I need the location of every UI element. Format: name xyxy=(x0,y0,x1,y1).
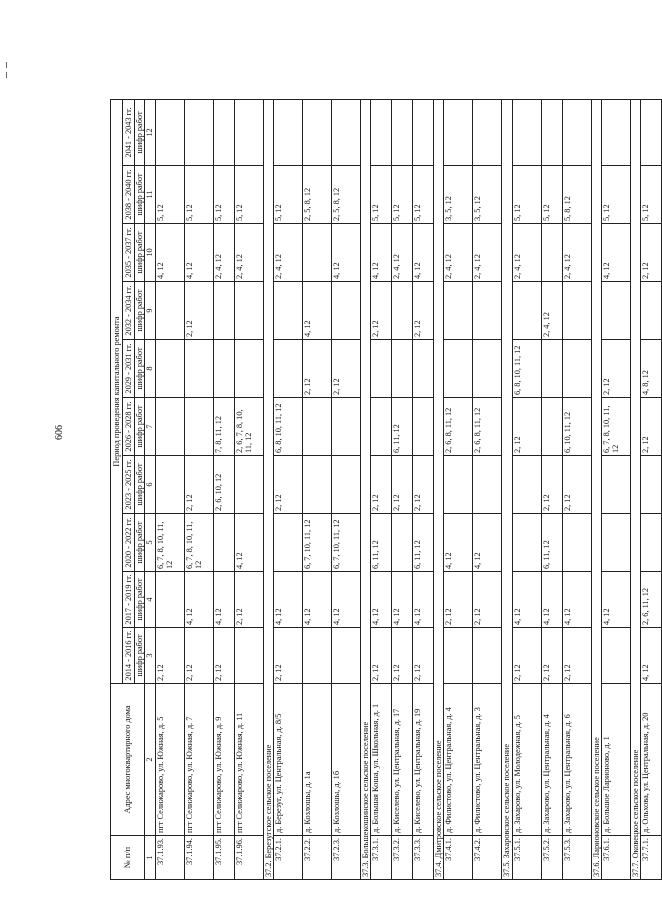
repair-code-cell xyxy=(331,628,360,684)
repair-code-cell: 6, 7, 10, 11, 12 xyxy=(302,514,331,572)
column-number: 9 xyxy=(145,282,155,340)
repair-code-cell xyxy=(234,340,263,398)
repair-code-cell xyxy=(234,99,263,165)
repair-code-cell xyxy=(641,282,662,340)
row-address: д. Киселево, ул. Центральная, д. 19 xyxy=(413,684,434,836)
repair-code-cell: 4, 12 xyxy=(512,572,541,628)
table-row xyxy=(473,99,502,879)
repair-code-cell: 6, 8, 10, 11, 12 xyxy=(512,340,541,398)
repair-code-cell xyxy=(155,572,184,628)
row-address: д. Березуг, ул. Центральная, д. 8/5 xyxy=(273,684,302,836)
margin-tick xyxy=(6,62,7,68)
repair-code-cell xyxy=(273,340,302,398)
repair-code-cell: 4, 12 xyxy=(302,572,331,628)
repair-code-cell: 2, 12 xyxy=(541,456,562,514)
row-address: пгт Селижарово, ул. Южная, д. 11 xyxy=(234,684,263,836)
repair-code-cell xyxy=(413,340,434,398)
repair-code-cell xyxy=(371,99,392,165)
repair-code-cell: 5, 12 xyxy=(413,166,434,224)
repair-code-cell: 6, 10, 11, 12 xyxy=(562,398,591,456)
section-title: 37.3. Большекошинское сельское поселение xyxy=(360,99,370,879)
repair-code-cell: 4, 12 xyxy=(601,224,630,282)
repair-code-cell xyxy=(601,456,630,514)
row-address: пгт Селижарово, ул. Южная, д. 5 xyxy=(155,684,184,836)
repair-code-cell: 2, 6, 7, 8, 10, 11, 12 xyxy=(234,398,263,456)
repair-code-cell: 2, 6, 8, 11, 12 xyxy=(444,398,473,456)
year-header: 2023 - 2025 гг. xyxy=(123,456,135,514)
capital-repair-table xyxy=(110,99,662,880)
repair-code-cell xyxy=(473,282,502,340)
repair-code-cell: 2, 12 xyxy=(641,398,662,456)
repair-code-cell: 2, 12 xyxy=(601,340,630,398)
row-address: д. Козлошы, д. 1б xyxy=(331,684,360,836)
repair-code-cell: 2, 5, 8, 12 xyxy=(331,166,360,224)
code-label: шифр работ xyxy=(135,628,145,684)
repair-code-cell: 6, 7, 8, 10, 11, 12 xyxy=(601,398,630,456)
column-number: 7 xyxy=(145,398,155,456)
repair-code-cell: 4, 12 xyxy=(601,572,630,628)
code-label: шифр работ xyxy=(135,514,145,572)
repair-code-cell: 2, 12 xyxy=(413,456,434,514)
page-number: 606 xyxy=(54,425,65,440)
repair-code-cell: 6, 8, 10, 11, 12 xyxy=(273,398,302,456)
section-row xyxy=(263,99,273,879)
table-row xyxy=(562,99,591,879)
repair-code-cell xyxy=(541,99,562,165)
table-row xyxy=(234,99,263,879)
repair-code-cell xyxy=(444,340,473,398)
repair-code-cell xyxy=(234,628,263,684)
table-row xyxy=(213,99,234,879)
repair-code-cell xyxy=(444,99,473,165)
code-label: шифр работ xyxy=(135,572,145,628)
repair-code-cell xyxy=(444,456,473,514)
row-number: 37.1.95. xyxy=(213,836,234,880)
year-header: 2029 - 2031 гг. xyxy=(123,340,135,398)
row-address: д. Большое Ларионово, д. 1 xyxy=(601,684,630,836)
repair-code-cell xyxy=(641,456,662,514)
column-number: 5 xyxy=(145,514,155,572)
repair-code-cell: 2, 12 xyxy=(302,340,331,398)
repair-code-cell: 6, 7, 10, 11, 12 xyxy=(331,514,360,572)
repair-code-cell xyxy=(541,340,562,398)
repair-code-cell xyxy=(601,282,630,340)
repair-code-cell: 5, 12 xyxy=(512,166,541,224)
repair-code-cell: 4, 12 xyxy=(473,514,502,572)
row-number: 37.5.2. xyxy=(541,836,562,880)
row-address: д. Филистово, ул. Центральная, д. 4 xyxy=(444,684,473,836)
repair-code-cell: 2, 12 xyxy=(512,398,541,456)
column-number: 6 xyxy=(145,456,155,514)
row-address: д. Захарово, ул. Центральная, д. 4 xyxy=(541,684,562,836)
section-row xyxy=(434,99,444,879)
repair-code-cell: 5, 12 xyxy=(371,166,392,224)
repair-code-cell xyxy=(371,398,392,456)
repair-code-cell: 2, 12 xyxy=(371,456,392,514)
repair-code-cell xyxy=(213,514,234,572)
row-number: 37.7.1. xyxy=(641,836,662,880)
repair-code-cell xyxy=(392,99,413,165)
repair-code-cell xyxy=(302,224,331,282)
repair-code-cell xyxy=(155,398,184,456)
row-number: 37.4.2. xyxy=(473,836,502,880)
table-row xyxy=(601,99,630,879)
code-label: шифр работ xyxy=(135,224,145,282)
row-number: 37.6.1. xyxy=(601,836,630,880)
repair-code-cell xyxy=(512,99,541,165)
column-number: 1 xyxy=(145,836,155,880)
row-number: 37.2.1. xyxy=(273,836,302,880)
repair-code-cell: 4, 8, 12 xyxy=(641,340,662,398)
repair-code-cell xyxy=(512,514,541,572)
row-address: д. Киселево, ул. Центральная, д. 17 xyxy=(392,684,413,836)
repair-code-cell: 2, 12 xyxy=(184,282,213,340)
repair-code-cell xyxy=(331,456,360,514)
code-label: шифр работ xyxy=(135,398,145,456)
repair-code-cell xyxy=(562,340,591,398)
repair-code-cell: 4, 12 xyxy=(562,572,591,628)
year-header: 2014 - 2016 гг. xyxy=(123,628,135,684)
repair-code-cell xyxy=(155,282,184,340)
repair-code-cell: 2, 12 xyxy=(371,628,392,684)
repair-code-cell: 5, 8, 12 xyxy=(562,166,591,224)
year-header: 2017 - 2019 гг. xyxy=(123,572,135,628)
repair-code-cell xyxy=(392,282,413,340)
repair-code-cell xyxy=(184,398,213,456)
repair-code-cell: 4, 12 xyxy=(444,514,473,572)
repair-code-cell: 2, 12 xyxy=(473,572,502,628)
row-address: д. Ольхова, ул. Центральная, д. 20 xyxy=(641,684,662,836)
repair-code-cell: 2, 4, 12 xyxy=(541,282,562,340)
repair-code-cell: 5, 12 xyxy=(541,166,562,224)
repair-code-cell xyxy=(331,282,360,340)
repair-code-cell: 2, 12 xyxy=(413,282,434,340)
section-title: 37.6. Ларионовское сельское поселение xyxy=(591,99,601,879)
repair-code-cell: 2, 12 xyxy=(562,456,591,514)
repair-code-cell xyxy=(562,514,591,572)
row-number: 37.5.3. xyxy=(562,836,591,880)
code-label: шифр работ xyxy=(135,456,145,514)
table-row xyxy=(371,99,392,879)
repair-code-cell: 2, 12 xyxy=(562,628,591,684)
repair-code-cell: 2, 12 xyxy=(184,456,213,514)
repair-code-cell: 2, 5, 8, 12 xyxy=(302,166,331,224)
col-num-header: № п/п xyxy=(111,836,145,880)
column-number: 8 xyxy=(145,340,155,398)
repair-code-cell xyxy=(331,398,360,456)
repair-code-cell: 2, 12 xyxy=(213,628,234,684)
table-row xyxy=(541,99,562,879)
table-row xyxy=(444,99,473,879)
repair-code-cell xyxy=(302,398,331,456)
repair-code-cell: 5, 12 xyxy=(184,166,213,224)
section-row xyxy=(591,99,601,879)
code-label: шифр работ xyxy=(135,166,145,224)
col-address-header: Адрес многоквартирного дома xyxy=(111,684,145,836)
repair-code-cell xyxy=(184,340,213,398)
repair-code-cell: 4, 12 xyxy=(273,572,302,628)
repair-code-cell: 6, 7, 8, 10, 11, 12 xyxy=(184,514,213,572)
column-number: 10 xyxy=(145,224,155,282)
repair-code-cell xyxy=(331,99,360,165)
row-number: 37.3.2. xyxy=(392,836,413,880)
repair-code-cell: 6, 11, 12 xyxy=(371,514,392,572)
repair-code-cell: 2, 12 xyxy=(184,628,213,684)
repair-code-cell: 4, 12 xyxy=(234,514,263,572)
column-number: 11 xyxy=(145,166,155,224)
repair-code-cell: 2, 12 xyxy=(371,282,392,340)
repair-code-cell xyxy=(234,282,263,340)
repair-code-cell: 3, 5, 12 xyxy=(444,166,473,224)
repair-code-cell xyxy=(155,456,184,514)
repair-code-cell xyxy=(562,282,591,340)
repair-code-cell: 5, 12 xyxy=(273,166,302,224)
repair-code-cell: 2, 6, 8, 11, 12 xyxy=(473,398,502,456)
year-header: 2041 - 2043 гг. xyxy=(123,99,135,165)
section-title: 37.4. Дмитровское сельское поселение xyxy=(434,99,444,879)
repair-code-cell: 2, 12 xyxy=(641,224,662,282)
row-number: 37.3.1. xyxy=(371,836,392,880)
table-row xyxy=(641,99,662,879)
repair-code-cell: 2, 12 xyxy=(541,628,562,684)
repair-code-cell xyxy=(302,628,331,684)
column-number: 2 xyxy=(145,684,155,836)
repair-code-cell xyxy=(512,282,541,340)
repair-code-cell xyxy=(601,628,630,684)
repair-code-cell: 2, 4, 12 xyxy=(213,224,234,282)
repair-code-cell: 7, 8, 11, 12 xyxy=(213,398,234,456)
year-header: 2020 - 2022 гг. xyxy=(123,514,135,572)
repair-code-cell: 5, 12 xyxy=(601,166,630,224)
row-address: д. Козлошы, д. 1а xyxy=(302,684,331,836)
repair-code-cell xyxy=(512,456,541,514)
repair-code-cell: 2, 12 xyxy=(273,456,302,514)
repair-code-cell: 2, 4, 12 xyxy=(473,224,502,282)
year-header: 2038 - 2040 гг. xyxy=(123,166,135,224)
code-label: шифр работ xyxy=(135,340,145,398)
table-row xyxy=(413,99,434,879)
row-address: д. Захарово, ул. Молодежная, д. 5 xyxy=(512,684,541,836)
column-number: 4 xyxy=(145,572,155,628)
repair-code-cell xyxy=(413,99,434,165)
repair-code-cell xyxy=(473,340,502,398)
margin-tick xyxy=(6,72,7,78)
repair-code-cell: 2, 12 xyxy=(413,628,434,684)
row-number: 37.3.3. xyxy=(413,836,434,880)
repair-code-cell: 2, 6, 11, 12 xyxy=(641,572,662,628)
repair-code-cell: 2, 12 xyxy=(331,340,360,398)
table-row xyxy=(512,99,541,879)
section-title: 37.7. Оковецкое сельское поселение xyxy=(630,99,640,879)
repair-code-cell xyxy=(213,99,234,165)
year-header: 2026 - 2028 гг. xyxy=(123,398,135,456)
repair-code-cell: 4, 12 xyxy=(331,224,360,282)
row-number: 37.4.1. xyxy=(444,836,473,880)
section-row xyxy=(502,99,512,879)
section-row xyxy=(630,99,640,879)
year-header: 2035 - 2037 гг. xyxy=(123,224,135,282)
table-row xyxy=(155,99,184,879)
row-address: д. Захарово, ул. Центральная, д. 6 xyxy=(562,684,591,836)
code-label: шифр работ xyxy=(135,99,145,165)
repair-code-cell: 4, 12 xyxy=(155,224,184,282)
repair-code-cell: 4, 12 xyxy=(302,282,331,340)
row-number: 37.2.2. xyxy=(302,836,331,880)
repair-code-cell xyxy=(273,282,302,340)
repair-code-cell: 2, 12 xyxy=(234,572,263,628)
repair-code-cell: 6, 11, 12 xyxy=(541,514,562,572)
repair-code-cell: 2, 12 xyxy=(512,628,541,684)
row-address: пгт Селижарово, ул. Южная, д. 7 xyxy=(184,684,213,836)
repair-code-cell xyxy=(541,398,562,456)
table-row xyxy=(302,99,331,879)
repair-code-cell xyxy=(641,514,662,572)
repair-code-cell: 4, 12 xyxy=(371,572,392,628)
row-address: д. Большая Коша, ул. Школьная, д. 1 xyxy=(371,684,392,836)
repair-code-cell xyxy=(155,340,184,398)
repair-code-cell xyxy=(302,99,331,165)
repair-code-cell: 2, 12 xyxy=(444,572,473,628)
repair-code-cell xyxy=(273,514,302,572)
repair-code-cell xyxy=(473,628,502,684)
repair-code-cell xyxy=(601,99,630,165)
repair-code-cell: 2, 4, 12 xyxy=(273,224,302,282)
repair-code-cell xyxy=(473,99,502,165)
period-header: Период проведения капитального ремонта xyxy=(111,99,123,683)
repair-code-cell: 4, 12 xyxy=(184,224,213,282)
table-row xyxy=(273,99,302,879)
repair-code-cell: 5, 12 xyxy=(392,166,413,224)
repair-code-cell: 2, 4, 12 xyxy=(444,224,473,282)
repair-code-cell xyxy=(541,224,562,282)
repair-code-cell xyxy=(562,99,591,165)
repair-code-cell: 2, 4, 12 xyxy=(512,224,541,282)
repair-code-cell xyxy=(444,628,473,684)
table-row xyxy=(331,99,360,879)
year-header: 2032 - 2034 гг. xyxy=(123,282,135,340)
row-number: 37.1.94. xyxy=(184,836,213,880)
column-number: 3 xyxy=(145,628,155,684)
column-number: 12 xyxy=(145,99,155,165)
repair-code-cell xyxy=(444,282,473,340)
section-title: 37.2. Березугское сельское поселение xyxy=(263,99,273,879)
section-row xyxy=(360,99,370,879)
repair-code-cell xyxy=(184,99,213,165)
row-number: 37.5.1. xyxy=(512,836,541,880)
repair-code-cell: 4, 12 xyxy=(641,628,662,684)
row-number: 37.1.93. xyxy=(155,836,184,880)
repair-code-cell: 2, 12 xyxy=(392,456,413,514)
repair-code-cell xyxy=(155,99,184,165)
repair-code-cell xyxy=(371,340,392,398)
repair-code-cell: 4, 12 xyxy=(541,572,562,628)
repair-code-cell: 4, 12 xyxy=(413,572,434,628)
repair-code-cell: 2, 4, 12 xyxy=(562,224,591,282)
repair-code-cell: 4, 12 xyxy=(371,224,392,282)
row-address: пгт Селижарово, ул. Южная, д. 9 xyxy=(213,684,234,836)
repair-code-cell xyxy=(392,340,413,398)
section-title: 37.5. Захаровское сельское поселение xyxy=(502,99,512,879)
rotated-table-container xyxy=(110,100,651,880)
repair-code-cell xyxy=(273,99,302,165)
repair-code-cell xyxy=(473,456,502,514)
repair-code-cell xyxy=(234,456,263,514)
repair-code-cell: 6, 7, 8, 10, 11, 12 xyxy=(155,514,184,572)
repair-code-cell xyxy=(213,282,234,340)
repair-code-cell xyxy=(392,514,413,572)
repair-code-cell: 4, 12 xyxy=(213,572,234,628)
repair-code-cell: 3, 5, 12 xyxy=(473,166,502,224)
repair-code-cell: 6, 11, 12 xyxy=(392,398,413,456)
row-number: 37.2.3. xyxy=(331,836,360,880)
repair-code-cell: 2, 4, 12 xyxy=(234,224,263,282)
repair-code-cell: 5, 12 xyxy=(155,166,184,224)
row-address: д. Филистово, ул. Центральная, д. 3 xyxy=(473,684,502,836)
repair-code-cell xyxy=(413,398,434,456)
repair-code-cell: 6, 11, 12 xyxy=(413,514,434,572)
repair-code-cell: 5, 12 xyxy=(213,166,234,224)
repair-code-cell: 4, 12 xyxy=(413,224,434,282)
repair-code-cell: 2, 12 xyxy=(155,628,184,684)
repair-code-cell xyxy=(302,456,331,514)
row-number: 37.1.96. xyxy=(234,836,263,880)
repair-code-cell: 2, 12 xyxy=(273,628,302,684)
repair-code-cell: 5, 12 xyxy=(234,166,263,224)
repair-code-cell xyxy=(601,514,630,572)
table-row xyxy=(392,99,413,879)
repair-code-cell: 2, 4, 12 xyxy=(392,224,413,282)
table-row xyxy=(184,99,213,879)
code-label: шифр работ xyxy=(135,282,145,340)
repair-code-cell: 2, 12 xyxy=(392,628,413,684)
repair-code-cell: 4, 12 xyxy=(392,572,413,628)
repair-code-cell: 4, 12 xyxy=(184,572,213,628)
repair-code-cell xyxy=(641,99,662,165)
repair-code-cell: 5, 12 xyxy=(641,166,662,224)
repair-code-cell xyxy=(213,340,234,398)
repair-code-cell: 4, 12 xyxy=(331,572,360,628)
repair-code-cell: 2, 6, 10, 12 xyxy=(213,456,234,514)
